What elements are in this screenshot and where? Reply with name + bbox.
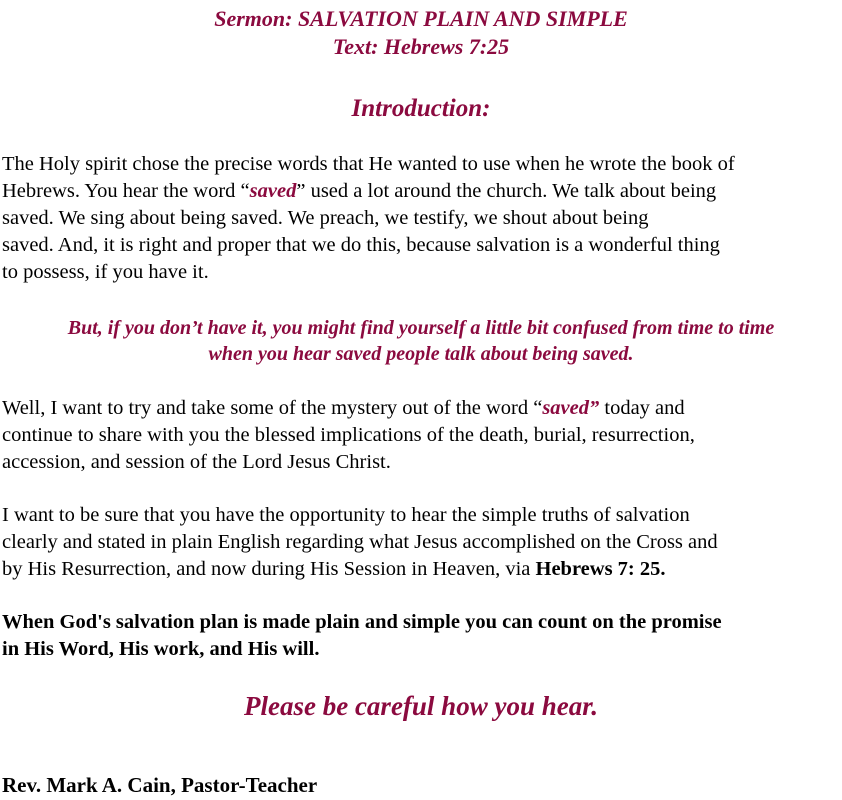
paragraph-line: The Holy spirit chose the precise words that He wanted to use when he wrote the book of — [2, 153, 735, 175]
careful-how-you-hear: Please be careful how you hear. — [244, 691, 598, 721]
emphasis-line: when you hear saved people talk about being saved. — [208, 343, 634, 365]
text-fragment: ” used a lot around the church. We talk about being — [296, 180, 717, 202]
paragraph-simple-truths — [2, 502, 840, 583]
statement-line: in His Word, His work, and His will. — [2, 638, 320, 660]
text-fragment: by His Resurrection, and now during His Session in Heaven, via — [2, 558, 536, 580]
statement-line: When God's salvation plan is made plain and simple you can count on the promise — [2, 611, 722, 633]
saved-emphasis: saved — [249, 180, 297, 202]
hebrews-reference: Hebrews 7: 25. — [535, 558, 666, 580]
paragraph-line — [2, 395, 840, 422]
paragraph-line: saved. We sing about being saved. We preach, we testify, we shout about being — [2, 207, 649, 229]
paragraph-line: accession, and session of the Lord Jesus Christ. — [2, 451, 391, 473]
paragraph-line: clearly and stated in plain English regarding what Jesus accomplished on the Cross and — [2, 531, 718, 553]
salvation-plan-statement — [2, 609, 840, 663]
introduction-heading: Introduction: — [351, 95, 491, 122]
paragraph-mystery — [2, 395, 840, 476]
scripture-reference: Text: Hebrews 7:25 — [332, 34, 510, 59]
emphasis-line: But, if you don’t have it, you might find yourself a little bit confused from time to time — [67, 317, 775, 339]
paragraph-line — [2, 556, 840, 583]
paragraph-line: saved. And, it is right and proper that we do this, because salvation is a wonderful thing — [2, 234, 720, 256]
text-fragment: today and — [599, 397, 685, 419]
paragraph-line: I want to be sure that you have the opportunity to hear the simple truths of salvation — [2, 504, 690, 526]
emphasis-confused — [0, 315, 842, 367]
paragraph-line: to possess, if you have it. — [2, 261, 209, 283]
text-fragment: Hebrews. You hear the word “ — [2, 180, 250, 202]
sermon-title: Sermon: SALVATION PLAIN AND SIMPLE — [214, 6, 628, 31]
pastor-signature: Rev. Mark A. Cain, Pastor-Teacher — [2, 773, 318, 797]
saved-emphasis: saved” — [542, 397, 600, 419]
text-fragment: Well, I want to try and take some of the mystery out of the word “ — [2, 397, 543, 419]
paragraph-line: continue to share with you the blessed implications of the death, burial, resurrection, — [2, 424, 695, 446]
paragraph-holy-spirit — [2, 151, 840, 286]
paragraph-line — [2, 178, 840, 205]
